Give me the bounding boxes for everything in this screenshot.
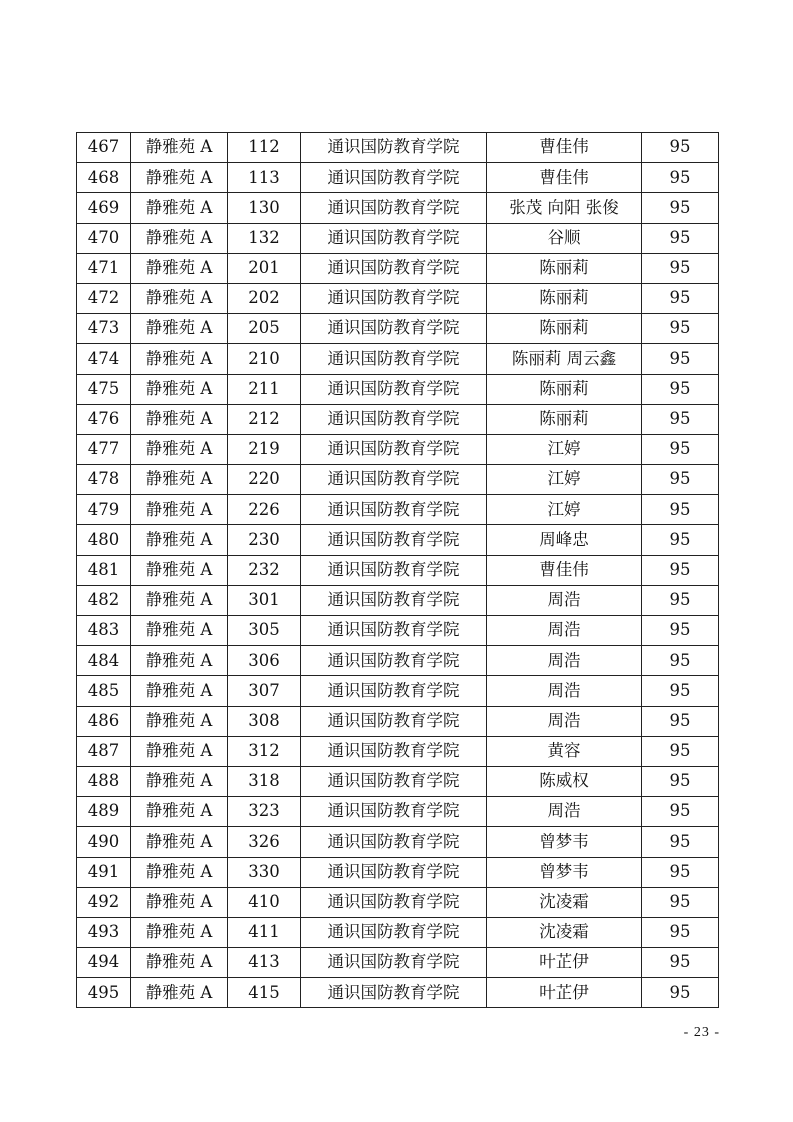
room-cell: 415 (228, 978, 301, 1008)
table-row (77, 646, 719, 676)
room-cell: 220 (228, 465, 301, 495)
building-cell: 静雅苑 A (131, 766, 228, 796)
row-number-cell: 491 (77, 857, 131, 887)
college-cell: 通识国防教育学院 (301, 555, 487, 585)
resident-names-cell: 陈丽莉 (487, 374, 642, 404)
score-cell: 95 (642, 283, 719, 313)
resident-names-cell: 周浩 (487, 797, 642, 827)
score-cell: 95 (642, 495, 719, 525)
building-cell: 静雅苑 A (131, 223, 228, 253)
table-row (77, 344, 719, 374)
building-cell: 静雅苑 A (131, 465, 228, 495)
row-number-cell: 475 (77, 374, 131, 404)
score-cell: 95 (642, 827, 719, 857)
resident-names-cell: 曹佳伟 (487, 133, 642, 163)
building-cell: 静雅苑 A (131, 827, 228, 857)
row-number-cell: 483 (77, 616, 131, 646)
row-number-cell: 472 (77, 283, 131, 313)
row-number-cell: 485 (77, 676, 131, 706)
college-cell: 通识国防教育学院 (301, 314, 487, 344)
room-cell: 305 (228, 616, 301, 646)
building-cell: 静雅苑 A (131, 585, 228, 615)
college-cell: 通识国防教育学院 (301, 193, 487, 223)
row-number-cell: 477 (77, 434, 131, 464)
table-row (77, 465, 719, 495)
room-cell: 306 (228, 646, 301, 676)
table-body (77, 133, 719, 1008)
resident-names-cell: 周浩 (487, 706, 642, 736)
score-cell: 95 (642, 404, 719, 434)
score-cell: 95 (642, 223, 719, 253)
building-cell: 静雅苑 A (131, 676, 228, 706)
building-cell: 静雅苑 A (131, 314, 228, 344)
resident-names-cell: 周浩 (487, 585, 642, 615)
row-number-cell: 471 (77, 253, 131, 283)
room-cell: 413 (228, 948, 301, 978)
building-cell: 静雅苑 A (131, 163, 228, 193)
table-row (77, 283, 719, 313)
score-cell: 95 (642, 766, 719, 796)
row-number-cell: 482 (77, 585, 131, 615)
resident-names-cell: 曾梦韦 (487, 827, 642, 857)
room-cell: 202 (228, 283, 301, 313)
score-cell: 95 (642, 706, 719, 736)
resident-names-cell: 曹佳伟 (487, 163, 642, 193)
college-cell: 通识国防教育学院 (301, 646, 487, 676)
resident-names-cell: 谷顺 (487, 223, 642, 253)
building-cell: 静雅苑 A (131, 374, 228, 404)
resident-names-cell: 陈丽莉 (487, 283, 642, 313)
score-cell: 95 (642, 948, 719, 978)
college-cell: 通识国防教育学院 (301, 133, 487, 163)
score-cell: 95 (642, 374, 719, 404)
college-cell: 通识国防教育学院 (301, 736, 487, 766)
college-cell: 通识国防教育学院 (301, 827, 487, 857)
college-cell: 通识国防教育学院 (301, 585, 487, 615)
building-cell: 静雅苑 A (131, 736, 228, 766)
building-cell: 静雅苑 A (131, 978, 228, 1008)
table-row (77, 404, 719, 434)
score-cell: 95 (642, 133, 719, 163)
score-cell: 95 (642, 314, 719, 344)
row-number-cell: 495 (77, 978, 131, 1008)
room-cell: 308 (228, 706, 301, 736)
building-cell: 静雅苑 A (131, 917, 228, 947)
room-cell: 112 (228, 133, 301, 163)
table-row (77, 766, 719, 796)
building-cell: 静雅苑 A (131, 948, 228, 978)
score-cell: 95 (642, 736, 719, 766)
building-cell: 静雅苑 A (131, 495, 228, 525)
row-number-cell: 494 (77, 948, 131, 978)
building-cell: 静雅苑 A (131, 525, 228, 555)
score-cell: 95 (642, 253, 719, 283)
resident-names-cell: 黄容 (487, 736, 642, 766)
score-cell: 95 (642, 434, 719, 464)
building-cell: 静雅苑 A (131, 404, 228, 434)
page-number: - 23 - (683, 1025, 720, 1040)
college-cell: 通识国防教育学院 (301, 917, 487, 947)
room-cell: 130 (228, 193, 301, 223)
resident-names-cell: 叶芷伊 (487, 978, 642, 1008)
college-cell: 通识国防教育学院 (301, 616, 487, 646)
building-cell: 静雅苑 A (131, 616, 228, 646)
row-number-cell: 493 (77, 917, 131, 947)
row-number-cell: 480 (77, 525, 131, 555)
dormitory-score-table (76, 132, 719, 1008)
college-cell: 通识国防教育学院 (301, 978, 487, 1008)
score-cell: 95 (642, 193, 719, 223)
college-cell: 通识国防教育学院 (301, 948, 487, 978)
resident-names-cell: 曾梦韦 (487, 857, 642, 887)
table-row (77, 585, 719, 615)
row-number-cell: 478 (77, 465, 131, 495)
room-cell: 205 (228, 314, 301, 344)
table-row (77, 676, 719, 706)
room-cell: 132 (228, 223, 301, 253)
table-row (77, 434, 719, 464)
row-number-cell: 468 (77, 163, 131, 193)
table-row (77, 525, 719, 555)
room-cell: 326 (228, 827, 301, 857)
building-cell: 静雅苑 A (131, 193, 228, 223)
resident-names-cell: 江婷 (487, 434, 642, 464)
college-cell: 通识国防教育学院 (301, 495, 487, 525)
college-cell: 通识国防教育学院 (301, 797, 487, 827)
table-row (77, 827, 719, 857)
room-cell: 323 (228, 797, 301, 827)
resident-names-cell: 陈丽莉 (487, 404, 642, 434)
row-number-cell: 490 (77, 827, 131, 857)
college-cell: 通识国防教育学院 (301, 887, 487, 917)
score-cell: 95 (642, 887, 719, 917)
score-cell: 95 (642, 978, 719, 1008)
resident-names-cell: 周浩 (487, 676, 642, 706)
college-cell: 通识国防教育学院 (301, 223, 487, 253)
room-cell: 318 (228, 766, 301, 796)
room-cell: 301 (228, 585, 301, 615)
score-cell: 95 (642, 917, 719, 947)
resident-names-cell: 陈威权 (487, 766, 642, 796)
table-row (77, 223, 719, 253)
table-row (77, 314, 719, 344)
room-cell: 312 (228, 736, 301, 766)
room-cell: 230 (228, 525, 301, 555)
score-cell: 95 (642, 585, 719, 615)
building-cell: 静雅苑 A (131, 133, 228, 163)
table-row (77, 887, 719, 917)
score-cell: 95 (642, 857, 719, 887)
college-cell: 通识国防教育学院 (301, 434, 487, 464)
college-cell: 通识国防教育学院 (301, 766, 487, 796)
row-number-cell: 481 (77, 555, 131, 585)
table-row (77, 616, 719, 646)
score-cell: 95 (642, 676, 719, 706)
college-cell: 通识国防教育学院 (301, 676, 487, 706)
building-cell: 静雅苑 A (131, 555, 228, 585)
building-cell: 静雅苑 A (131, 857, 228, 887)
resident-names-cell: 沈凌霜 (487, 917, 642, 947)
college-cell: 通识国防教育学院 (301, 374, 487, 404)
resident-names-cell: 江婷 (487, 465, 642, 495)
row-number-cell: 487 (77, 736, 131, 766)
table-row (77, 193, 719, 223)
college-cell: 通识国防教育学院 (301, 344, 487, 374)
table-row (77, 253, 719, 283)
building-cell: 静雅苑 A (131, 283, 228, 313)
table-row (77, 374, 719, 404)
resident-names-cell: 陈丽莉 周云鑫 (487, 344, 642, 374)
table-row (77, 133, 719, 163)
room-cell: 219 (228, 434, 301, 464)
table-row (77, 736, 719, 766)
room-cell: 211 (228, 374, 301, 404)
table-row (77, 555, 719, 585)
resident-names-cell: 陈丽莉 (487, 314, 642, 344)
room-cell: 113 (228, 163, 301, 193)
row-number-cell: 486 (77, 706, 131, 736)
table-row (77, 163, 719, 193)
resident-names-cell: 沈凌霜 (487, 887, 642, 917)
resident-names-cell: 张茂 向阳 张俊 (487, 193, 642, 223)
college-cell: 通识国防教育学院 (301, 525, 487, 555)
score-cell: 95 (642, 797, 719, 827)
table-row (77, 495, 719, 525)
building-cell: 静雅苑 A (131, 344, 228, 374)
college-cell: 通识国防教育学院 (301, 283, 487, 313)
score-cell: 95 (642, 465, 719, 495)
room-cell: 307 (228, 676, 301, 706)
resident-names-cell: 周浩 (487, 616, 642, 646)
row-number-cell: 488 (77, 766, 131, 796)
resident-names-cell: 周浩 (487, 646, 642, 676)
room-cell: 226 (228, 495, 301, 525)
room-cell: 330 (228, 857, 301, 887)
college-cell: 通识国防教育学院 (301, 253, 487, 283)
college-cell: 通识国防教育学院 (301, 404, 487, 434)
row-number-cell: 489 (77, 797, 131, 827)
score-cell: 95 (642, 163, 719, 193)
room-cell: 212 (228, 404, 301, 434)
row-number-cell: 470 (77, 223, 131, 253)
table-row (77, 948, 719, 978)
score-cell: 95 (642, 555, 719, 585)
score-cell: 95 (642, 344, 719, 374)
row-number-cell: 469 (77, 193, 131, 223)
table-row (77, 978, 719, 1008)
resident-names-cell: 陈丽莉 (487, 253, 642, 283)
college-cell: 通识国防教育学院 (301, 857, 487, 887)
row-number-cell: 467 (77, 133, 131, 163)
building-cell: 静雅苑 A (131, 253, 228, 283)
building-cell: 静雅苑 A (131, 646, 228, 676)
row-number-cell: 479 (77, 495, 131, 525)
row-number-cell: 476 (77, 404, 131, 434)
room-cell: 201 (228, 253, 301, 283)
room-cell: 210 (228, 344, 301, 374)
row-number-cell: 474 (77, 344, 131, 374)
resident-names-cell: 曹佳伟 (487, 555, 642, 585)
table-row (77, 706, 719, 736)
building-cell: 静雅苑 A (131, 887, 228, 917)
resident-names-cell: 江婷 (487, 495, 642, 525)
college-cell: 通识国防教育学院 (301, 163, 487, 193)
table-row (77, 917, 719, 947)
row-number-cell: 473 (77, 314, 131, 344)
college-cell: 通识国防教育学院 (301, 706, 487, 736)
score-cell: 95 (642, 646, 719, 676)
room-cell: 232 (228, 555, 301, 585)
score-cell: 95 (642, 525, 719, 555)
table-row (77, 797, 719, 827)
resident-names-cell: 周峰忠 (487, 525, 642, 555)
college-cell: 通识国防教育学院 (301, 465, 487, 495)
building-cell: 静雅苑 A (131, 797, 228, 827)
table-row (77, 857, 719, 887)
row-number-cell: 484 (77, 646, 131, 676)
building-cell: 静雅苑 A (131, 434, 228, 464)
resident-names-cell: 叶芷伊 (487, 948, 642, 978)
row-number-cell: 492 (77, 887, 131, 917)
score-cell: 95 (642, 616, 719, 646)
room-cell: 410 (228, 887, 301, 917)
building-cell: 静雅苑 A (131, 706, 228, 736)
room-cell: 411 (228, 917, 301, 947)
